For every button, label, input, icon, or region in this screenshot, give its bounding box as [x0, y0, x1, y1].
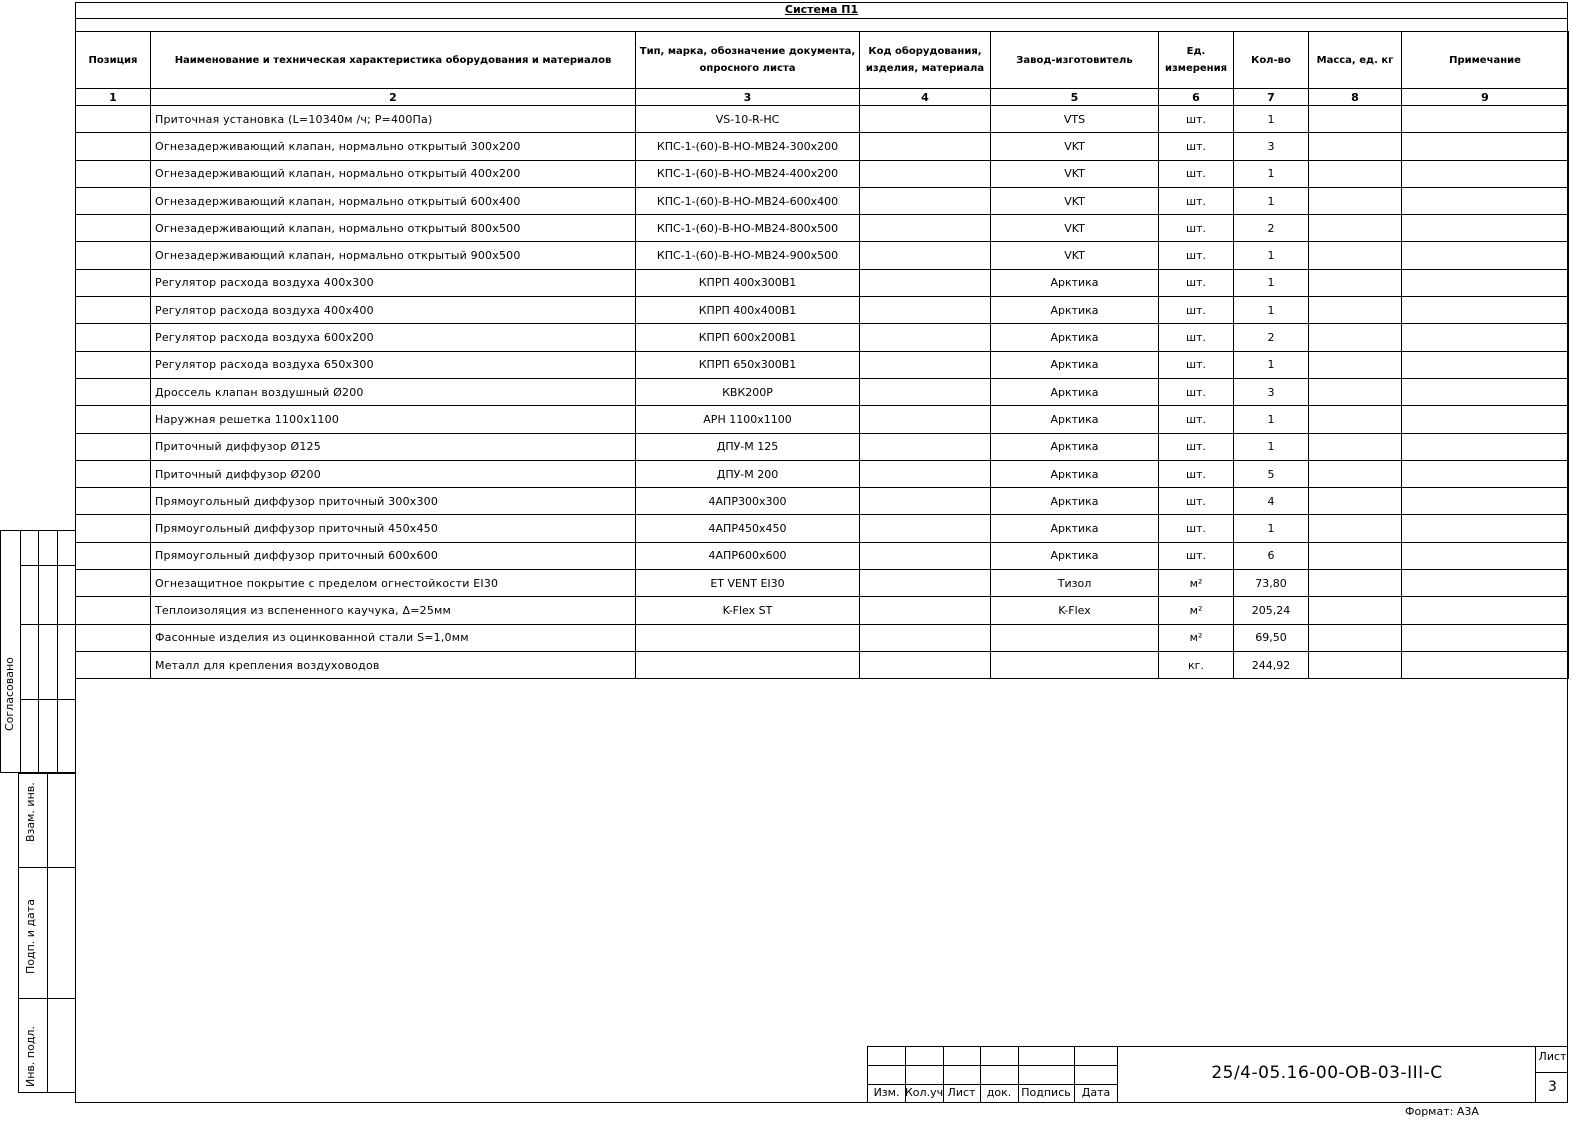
cell-maker: Арктика: [991, 488, 1159, 515]
cell-mass: [1309, 624, 1402, 651]
cell-type: КПС-1-(60)-В-НО-MB24-600х400: [636, 187, 860, 214]
agreed-label: Согласовано: [3, 657, 16, 731]
count-label: Кол.уч: [905, 1086, 944, 1099]
cell-name: Огнезадерживающий клапан, нормально открытый 800х500: [151, 215, 636, 242]
header-row: [76, 32, 1569, 89]
cell-type: КПРП 400х400В1: [636, 297, 860, 324]
cell-type: КПРП 400х300В1: [636, 269, 860, 296]
cell-note: [1402, 651, 1569, 678]
cell-qty: 1: [1234, 242, 1309, 269]
cell-name: Огнезащитное покрытие с пределом огнестойкости EI30: [151, 570, 636, 597]
cell-note: [1402, 460, 1569, 487]
cell-note: [1402, 133, 1569, 160]
cell-type: ДПУ-М 200: [636, 460, 860, 487]
cell-note: [1402, 515, 1569, 542]
cell-pos: [76, 597, 151, 624]
table-row: [76, 215, 1569, 242]
cell-unit: м²: [1159, 597, 1234, 624]
cell-maker: Арктика: [991, 351, 1159, 378]
cell-pos: [76, 515, 151, 542]
cell-maker: Арктика: [991, 433, 1159, 460]
column-header: Кол-во: [1234, 32, 1309, 89]
table-row: [76, 351, 1569, 378]
cell-name: Прямоугольный диффузор приточный 450х450: [151, 515, 636, 542]
title-rule: [75, 18, 1568, 19]
cell-name: Теплоизоляция из вспененного каучука, Δ=25мм: [151, 597, 636, 624]
cell-name: Фасонные изделия из оцинкованной стали S=1,0мм: [151, 624, 636, 651]
cell-qty: 73,80: [1234, 570, 1309, 597]
title-block: [867, 1046, 1568, 1103]
cell-type: ET VENT EI30: [636, 570, 860, 597]
cell-name: Огнезадерживающий клапан, нормально открытый 300х200: [151, 133, 636, 160]
cell-mass: [1309, 651, 1402, 678]
cell-note: [1402, 624, 1569, 651]
cell-unit: шт.: [1159, 297, 1234, 324]
cell-unit: шт.: [1159, 242, 1234, 269]
column-number: 1: [76, 89, 151, 106]
cell-type: [636, 651, 860, 678]
column-number: 6: [1159, 89, 1234, 106]
cell-note: [1402, 406, 1569, 433]
cell-qty: 3: [1234, 133, 1309, 160]
cell-note: [1402, 187, 1569, 214]
cell-mass: [1309, 406, 1402, 433]
cell-unit: шт.: [1159, 460, 1234, 487]
column-number: 7: [1234, 89, 1309, 106]
cell-code: [860, 570, 991, 597]
cell-maker: K-Flex: [991, 597, 1159, 624]
cell-qty: 5: [1234, 460, 1309, 487]
cell-qty: 1: [1234, 269, 1309, 296]
specification-table: [75, 31, 1569, 679]
cell-mass: [1309, 269, 1402, 296]
cell-mass: [1309, 570, 1402, 597]
system-title: Система П1: [784, 3, 859, 16]
cell-unit: шт.: [1159, 378, 1234, 405]
cell-code: [860, 378, 991, 405]
cell-unit: шт.: [1159, 351, 1234, 378]
cell-qty: 205,24: [1234, 597, 1309, 624]
doc-label: док.: [986, 1086, 1012, 1099]
cell-unit: шт.: [1159, 433, 1234, 460]
cell-code: [860, 297, 991, 324]
rev-label: Изм.: [873, 1086, 900, 1099]
cell-code: [860, 324, 991, 351]
column-header: Завод-изготовитель: [991, 32, 1159, 89]
cell-pos: [76, 460, 151, 487]
cell-unit: шт.: [1159, 215, 1234, 242]
cell-qty: 1: [1234, 187, 1309, 214]
cell-type: КПС-1-(60)-В-НО-MB24-300х200: [636, 133, 860, 160]
table-row: [76, 324, 1569, 351]
table-row: [76, 269, 1569, 296]
table-row: [76, 542, 1569, 569]
table-row: [76, 624, 1569, 651]
table-row: [76, 515, 1569, 542]
cell-mass: [1309, 242, 1402, 269]
cell-note: [1402, 570, 1569, 597]
cell-pos: [76, 651, 151, 678]
cell-pos: [76, 297, 151, 324]
cell-type: [636, 624, 860, 651]
cell-pos: [76, 351, 151, 378]
cell-unit: шт.: [1159, 406, 1234, 433]
cell-qty: 1: [1234, 433, 1309, 460]
table-row: [76, 433, 1569, 460]
cell-code: [860, 460, 991, 487]
cell-name: Металл для крепления воздуховодов: [151, 651, 636, 678]
column-header: Код оборудования, изделия, материала: [860, 32, 991, 89]
cell-note: [1402, 488, 1569, 515]
cell-note: [1402, 597, 1569, 624]
agreed-stamp: [0, 530, 75, 773]
cell-name: Приточный диффузор Ø125: [151, 433, 636, 460]
cell-name: Огнезадерживающий клапан, нормально открытый 600х400: [151, 187, 636, 214]
column-number: 5: [991, 89, 1159, 106]
cell-name: Приточная установка (L=10340м /ч; P=400Па): [151, 106, 636, 133]
cell-mass: [1309, 297, 1402, 324]
cell-qty: 1: [1234, 160, 1309, 187]
cell-code: [860, 106, 991, 133]
cell-mass: [1309, 351, 1402, 378]
cell-note: [1402, 351, 1569, 378]
cell-maker: Арктика: [991, 297, 1159, 324]
cell-maker: [991, 651, 1159, 678]
cell-code: [860, 242, 991, 269]
cell-type: 4АПР600х600: [636, 542, 860, 569]
cell-type: ДПУ-М 125: [636, 433, 860, 460]
cell-maker: Арктика: [991, 378, 1159, 405]
cell-note: [1402, 378, 1569, 405]
cell-mass: [1309, 542, 1402, 569]
cell-mass: [1309, 597, 1402, 624]
column-number: 9: [1402, 89, 1569, 106]
cell-unit: шт.: [1159, 106, 1234, 133]
cell-mass: [1309, 187, 1402, 214]
column-header: Ед. измерения: [1159, 32, 1234, 89]
cell-maker: Арктика: [991, 324, 1159, 351]
cell-mass: [1309, 215, 1402, 242]
cell-unit: м²: [1159, 570, 1234, 597]
sheet-number: 3: [1548, 1079, 1557, 1095]
cell-qty: 3: [1234, 378, 1309, 405]
cell-code: [860, 542, 991, 569]
cell-pos: [76, 488, 151, 515]
cell-type: КПРП 650х300В1: [636, 351, 860, 378]
cell-pos: [76, 242, 151, 269]
cell-code: [860, 187, 991, 214]
cell-pos: [76, 624, 151, 651]
cell-pos: [76, 269, 151, 296]
cell-maker: VKT: [991, 215, 1159, 242]
cell-unit: м²: [1159, 624, 1234, 651]
cell-type: АРН 1100х1100: [636, 406, 860, 433]
sheet-number-cell: [1535, 1046, 1568, 1103]
cell-maker: VKT: [991, 242, 1159, 269]
cell-note: [1402, 106, 1569, 133]
cell-qty: 69,50: [1234, 624, 1309, 651]
cell-type: КПРП 600х200В1: [636, 324, 860, 351]
date-label: Дата: [1081, 1086, 1111, 1099]
cell-type: 4АПР450х450: [636, 515, 860, 542]
cell-mass: [1309, 133, 1402, 160]
cell-name: Приточный диффузор Ø200: [151, 460, 636, 487]
table-row: [76, 488, 1569, 515]
cell-qty: 4: [1234, 488, 1309, 515]
cell-qty: 2: [1234, 215, 1309, 242]
cell-maker: Арктика: [991, 542, 1159, 569]
cell-qty: 1: [1234, 351, 1309, 378]
cell-maker: VKT: [991, 187, 1159, 214]
cell-code: [860, 133, 991, 160]
cell-maker: VTS: [991, 106, 1159, 133]
cell-name: Дроссель клапан воздушный Ø200: [151, 378, 636, 405]
cell-maker: [991, 624, 1159, 651]
cell-note: [1402, 269, 1569, 296]
cell-maker: Арктика: [991, 515, 1159, 542]
cell-name: Регулятор расхода воздуха 650х300: [151, 351, 636, 378]
cell-maker: Арктика: [991, 406, 1159, 433]
table-row: [76, 651, 1569, 678]
inv-orig-label: Инв. подл.: [24, 1026, 37, 1087]
table-row: [76, 597, 1569, 624]
cell-pos: [76, 160, 151, 187]
table-row: [76, 106, 1569, 133]
cell-mass: [1309, 160, 1402, 187]
cell-maker: Арктика: [991, 269, 1159, 296]
cell-note: [1402, 297, 1569, 324]
column-header: Наименование и техническая характеристика оборудования и материалов: [151, 32, 636, 89]
column-number-row: [76, 89, 1569, 106]
cell-pos: [76, 215, 151, 242]
cell-name: Регулятор расхода воздуха 600х200: [151, 324, 636, 351]
cell-note: [1402, 324, 1569, 351]
cell-unit: шт.: [1159, 515, 1234, 542]
cell-code: [860, 597, 991, 624]
cell-type: VS-10-R-HC: [636, 106, 860, 133]
cell-note: [1402, 433, 1569, 460]
column-number: 8: [1309, 89, 1402, 106]
cell-unit: шт.: [1159, 160, 1234, 187]
cell-code: [860, 215, 991, 242]
cell-qty: 2: [1234, 324, 1309, 351]
cell-qty: 1: [1234, 297, 1309, 324]
cell-pos: [76, 433, 151, 460]
cell-note: [1402, 542, 1569, 569]
cell-code: [860, 269, 991, 296]
sheet-label: Лист: [1538, 1050, 1567, 1063]
cell-code: [860, 624, 991, 651]
cell-note: [1402, 215, 1569, 242]
column-number: 4: [860, 89, 991, 106]
cell-mass: [1309, 106, 1402, 133]
cell-name: Прямоугольный диффузор приточный 600х600: [151, 542, 636, 569]
cell-mass: [1309, 324, 1402, 351]
column-number: 2: [151, 89, 636, 106]
cell-unit: шт.: [1159, 488, 1234, 515]
signature-label: Подпись: [1021, 1086, 1071, 1099]
table-row: [76, 187, 1569, 214]
revision-grid: [867, 1046, 1117, 1103]
cell-code: [860, 351, 991, 378]
cell-pos: [76, 187, 151, 214]
cell-mass: [1309, 515, 1402, 542]
cell-pos: [76, 133, 151, 160]
table-row: [76, 460, 1569, 487]
cell-mass: [1309, 460, 1402, 487]
cell-type: КВК200Р: [636, 378, 860, 405]
cell-type: КПС-1-(60)-В-НО-MB24-800х500: [636, 215, 860, 242]
cell-name: Регулятор расхода воздуха 400х300: [151, 269, 636, 296]
cell-name: Огнезадерживающий клапан, нормально открытый 400х200: [151, 160, 636, 187]
cell-qty: 6: [1234, 542, 1309, 569]
cell-pos: [76, 324, 151, 351]
table-row: [76, 242, 1569, 269]
cell-qty: 1: [1234, 515, 1309, 542]
cell-name: Регулятор расхода воздуха 400х400: [151, 297, 636, 324]
cell-code: [860, 651, 991, 678]
column-header: Позиция: [76, 32, 151, 89]
cell-type: КПС-1-(60)-В-НО-MB24-400х200: [636, 160, 860, 187]
table-row: [76, 406, 1569, 433]
table-row: [76, 570, 1569, 597]
document-code: 25/4-05.16-00-ОВ-03-III-С: [1211, 1063, 1443, 1083]
cell-qty: 1: [1234, 406, 1309, 433]
cell-code: [860, 406, 991, 433]
inv-replace-label: Взам. инв.: [24, 782, 37, 842]
cell-mass: [1309, 488, 1402, 515]
cell-pos: [76, 570, 151, 597]
table-row: [76, 160, 1569, 187]
cell-code: [860, 488, 991, 515]
cell-code: [860, 433, 991, 460]
cell-maker: Арктика: [991, 460, 1159, 487]
cell-pos: [76, 106, 151, 133]
cell-name: Огнезадерживающий клапан, нормально открытый 900х500: [151, 242, 636, 269]
inventory-stamp: [18, 773, 75, 1093]
cell-maker: VKT: [991, 160, 1159, 187]
cell-unit: шт.: [1159, 542, 1234, 569]
cell-unit: шт.: [1159, 269, 1234, 296]
cell-name: Прямоугольный диффузор приточный 300х300: [151, 488, 636, 515]
cell-unit: кг.: [1159, 651, 1234, 678]
format-label: Формат: А3А: [1405, 1105, 1479, 1118]
cell-type: КПС-1-(60)-В-НО-MB24-900х500: [636, 242, 860, 269]
cell-maker: Тизол: [991, 570, 1159, 597]
cell-mass: [1309, 378, 1402, 405]
column-header: Примечание: [1402, 32, 1569, 89]
cell-unit: шт.: [1159, 187, 1234, 214]
cell-note: [1402, 160, 1569, 187]
cell-maker: VKT: [991, 133, 1159, 160]
cell-unit: шт.: [1159, 133, 1234, 160]
sheet-col-label: Лист: [947, 1086, 976, 1099]
cell-code: [860, 160, 991, 187]
specification-body: [76, 106, 1569, 679]
cell-mass: [1309, 433, 1402, 460]
table-row: [76, 133, 1569, 160]
cell-code: [860, 515, 991, 542]
table-row: [76, 378, 1569, 405]
cell-qty: 1: [1234, 106, 1309, 133]
cell-pos: [76, 542, 151, 569]
cell-pos: [76, 406, 151, 433]
cell-type: 4АПР300х300: [636, 488, 860, 515]
column-header: Масса, ед. кг: [1309, 32, 1402, 89]
sign-date-label: Подп. и дата: [24, 899, 37, 974]
cell-note: [1402, 242, 1569, 269]
cell-name: Наружная решетка 1100х1100: [151, 406, 636, 433]
cell-qty: 244,92: [1234, 651, 1309, 678]
table-row: [76, 297, 1569, 324]
column-header: Тип, марка, обозначение документа, опросного листа: [636, 32, 860, 89]
cell-unit: шт.: [1159, 324, 1234, 351]
document-code-cell: [1117, 1046, 1535, 1103]
cell-pos: [76, 378, 151, 405]
column-number: 3: [636, 89, 860, 106]
cell-type: K-Flex ST: [636, 597, 860, 624]
